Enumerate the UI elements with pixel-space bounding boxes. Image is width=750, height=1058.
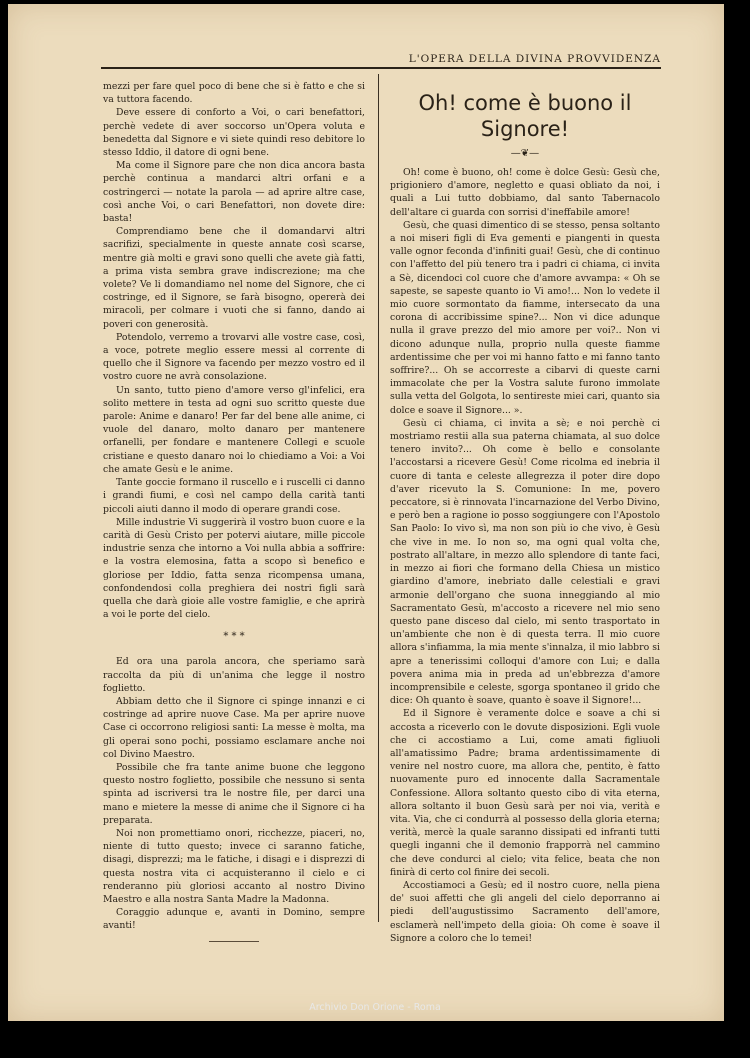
paragraph: Ma come il Signore pare che non dica ancora basta perchè continua a mandarci altri orfani e a costringerci — notate la parola — ad aprire altre case, così anche Voi, o cari Benefattori, non dovete dire: basta! bbox=[103, 160, 365, 225]
article-title: Oh! come è buono il Signore! bbox=[418, 91, 632, 141]
paragraph: Ed ora una parola ancora, che speriamo sarà raccolta da più di un'anima che legge il nostro foglietto. bbox=[103, 656, 365, 694]
right-column bbox=[390, 80, 660, 945]
title-ornament: —❦— bbox=[510, 148, 540, 159]
paragraph: mezzi per fare quel poco di bene che si è fatto e che si va tuttora facendo. bbox=[103, 81, 365, 106]
paragraph: Gesù, che quasi dimentico di se stesso, pensa soltanto a noi miseri figli di Eva gementi e piangenti in questa valle ognor feconda d'infiniti guai! Gesù, che di continuo con l'affetto del più tenero tra i padri ci chiama, ci invita a Sè, dicendoci col cuore che d'amore avvampa: « Oh se sapeste, se sapeste quanto io Vi amo!... Non lo vedete il mio cuore sormontato da fiamme, intersecato da una corona di accribissime spine?... Non vi dice adunque nulla il grave prezzo del mio amore per voi?.. Non vi dicono adunque nulla, proprio nulla queste fiamme ardentissime che per voi mi hanno fatto e mi fanno tanto soffrire?... Oh se accorreste a cibarvi di queste carni immacolate che per la Vostra salute furono immolate sulla vetta del Golgota, lo sentireste miei cari, quanto sia dolce e soave il Signore... ». bbox=[390, 219, 660, 416]
left-column bbox=[103, 80, 365, 942]
paragraph: Abbiam detto che il Signore ci spinge innanzi e ci costringe ad aprire nuove Case. Ma per aprire nuove Case ci occorrono religiosi santi: La messe è molta, ma gli operai sono pochi, possiamo esclamare anche noi col Divino Maestro. bbox=[103, 695, 365, 760]
paragraph: Possibile che fra tante anime buone che leggono questo nostro foglietto, possibile che nessuno si senta spinta ad iscriversi tra le nostre file, per darci una mano e mietere la messe di anime che il Signore ci ha preparata. bbox=[103, 761, 365, 826]
paragraph: Accostiamoci a Gesù; ed il nostro cuore, nella piena de' suoi affetti che gli angeli del cielo deporranno ai piedi dell'augustissimo Sacramento dell'amore, esclamerà nell'impeto della gioia: Oh come è soave il Signore a coloro che lo temei! bbox=[390, 879, 660, 944]
section-separator: * * * bbox=[223, 631, 245, 643]
paragraph: Mille industrie Vi suggerirà il vostro buon cuore e la carità di Gesù Cristo per potervi aiutare, mille piccole industrie senza che intorno a Voi nulla abbia a soffrire: e la vostra elemosina, fatta a scopo sì benefico e gloriose per Iddio, fatta senza ricompensa umana, confondendosi colla preghiera dei nostri figli sarà quella che darà gioie alle vostre famiglie, e che aprirà a voi le porte del cielo. bbox=[103, 516, 365, 621]
paragraph: Tante goccie formano il ruscello e i ruscelli ci danno i grandi fiumi, e così nel campo della carità tanti piccoli aiuti danno il modo di operare grandi cose. bbox=[103, 477, 365, 515]
column-divider bbox=[378, 74, 379, 922]
header-rule bbox=[101, 67, 661, 69]
paragraph: Oh! come è buono, oh! come è dolce Gesù: Gesù che, prigioniero d'amore, negletto e quasi obliato da noi, i quali a Lui tutto dobbiamo, dal santo Tabernacolo dell'altare ci guarda con sorrisi d'ineffabile amore! bbox=[390, 167, 660, 218]
paragraph: Noi non promettiamo onori, ricchezze, piaceri, no, niente di tutto questo; invece ci saranno fatiche, disagi, disprezzi; ma le fatiche, i disagi e i disprezzi di questa nostra vita ci acquisteranno il cielo e ci renderanno più gloriosi accanto al nostro Divino Maestro e alla nostra Santa Madre la Madonna. bbox=[103, 827, 365, 905]
paragraph: Un santo, tutto pieno d'amore verso gl'infelici, era solito mettere in testa ad ogni suo scritto queste due parole: Anime e danaro! Per far del bene alle anime, ci vuole del danaro, molto danaro per mantenere orfanelli, per fondare e mantenere Collegi e scuole cristiane e questo danaro noi lo chiediamo a Voi: a Voi che amate Gesù e le anime. bbox=[103, 384, 365, 475]
archive-footer: Archivio Don Orione - Roma bbox=[309, 1002, 441, 1013]
paragraph: Deve essere di conforto a Voi, o cari benefattori, perchè vedete di aver soccorso un'Opera voluta e benedetta dal Signore e vi siete quindi reso debitore lo stesso Iddio, il datore di ogni bene. bbox=[103, 107, 365, 159]
article-body bbox=[390, 166, 660, 945]
paragraph: Comprendiamo bene che il domandarvi altri sacrifizi, specialmente in queste annate così scarse, mentre già molti e gravi sono quelli che avete già fatti, a prima vista sembra grave indiscrezione; ma che volete? Ve li domandiamo nel nome del Signore, che ci costringe, ed il Signore, se farà bisogno, opererà dei miracoli, per colmare i vuoti che si fanno, dando ai poveri con generosità. bbox=[103, 226, 365, 330]
paragraph: Potendolo, verremo a trovarvi alle vostre case, così, a voce, potrete meglio essere messi al corrente di quello che il Signore va facendo per mezzo vostro ed il vostro cuore ne avrà consolazione. bbox=[103, 331, 365, 383]
document-page bbox=[8, 4, 724, 1021]
end-rule bbox=[209, 941, 259, 942]
paragraph: Ed il Signore è veramente dolce e soave a chi si accosta a riceverlo con le dovute disposizioni. Egli vuole che ci accostiamo a Lui, come amati figliuoli all'amatissimo Padre; brama ardentissimamente di venire nel nostro cuore, ma allora che, pentito, è fatto nuovamente puro ed innocente dalla Sacramentale Confessione. Allora soltanto questo cibo di vita eterna, allora soltanto il buon Gesù sarà per noi via, verità e vita. Via, che ci condurrà al possesso della gloria eterna; verità, mercè la quale saranno dissipati ed infranti tutti quegli inganni che il demonio frapporrà nel cammino che deve condurci al cielo; vita felice, beata che non finirà di certo col finire dei secoli. bbox=[390, 708, 660, 878]
running-header: L'OPERA DELLA DIVINA PROVVIDENZA bbox=[408, 53, 661, 65]
paragraph: Gesù ci chiama, ci invita a sè; e noi perchè ci mostriamo restii alla sua paterna chiamata, al suo dolce tenero invito?... Oh come è bello e consolante l'accostarsi a ricevere Gesù! Come ricolma ed inebria il cuore di tanta e celeste allegrezza il poter dire dopo d'aver ricevuto la S. Comunione: In me, povero peccatore, si è rinnovata l'incarnazione del Verbo Divino, e però ben a ragione io posso soggiungere con l'Apostolo San Paolo: Io vivo sì, ma non son più io che vivo, è Gesù che vive in me. Io non so, ma ogni qual volta che, postrato all'altare, in mezzo allo splendore di tante faci, in mezzo ai fiori che formano della Chiesa un mistico giardino d'amore, inebriato dalle celestiali e gravi armonie dell'organo che suona inneggiando al mio Sacramentato Gesù, m'accosto a ricevere nel mio seno questo pane disceso dal cielo, mi sento trasportato in un'ambiente che non è di questa terra. Il mio cuore allora s'infiamma, la mia mente s'innalza, il mio labbro si apre a tenerissimi colloqui d'amore con Lui; e dalla povera anima mia in preda ad un'ebbrezza d'amore incomprensibile e celeste, sgorga spontaneo il grido che dice: Oh quanto è soave, quanto è soave il Signore!... bbox=[390, 417, 660, 707]
paragraph: Coraggio adunque e, avanti in Domino, sempre avanti! bbox=[103, 907, 365, 932]
